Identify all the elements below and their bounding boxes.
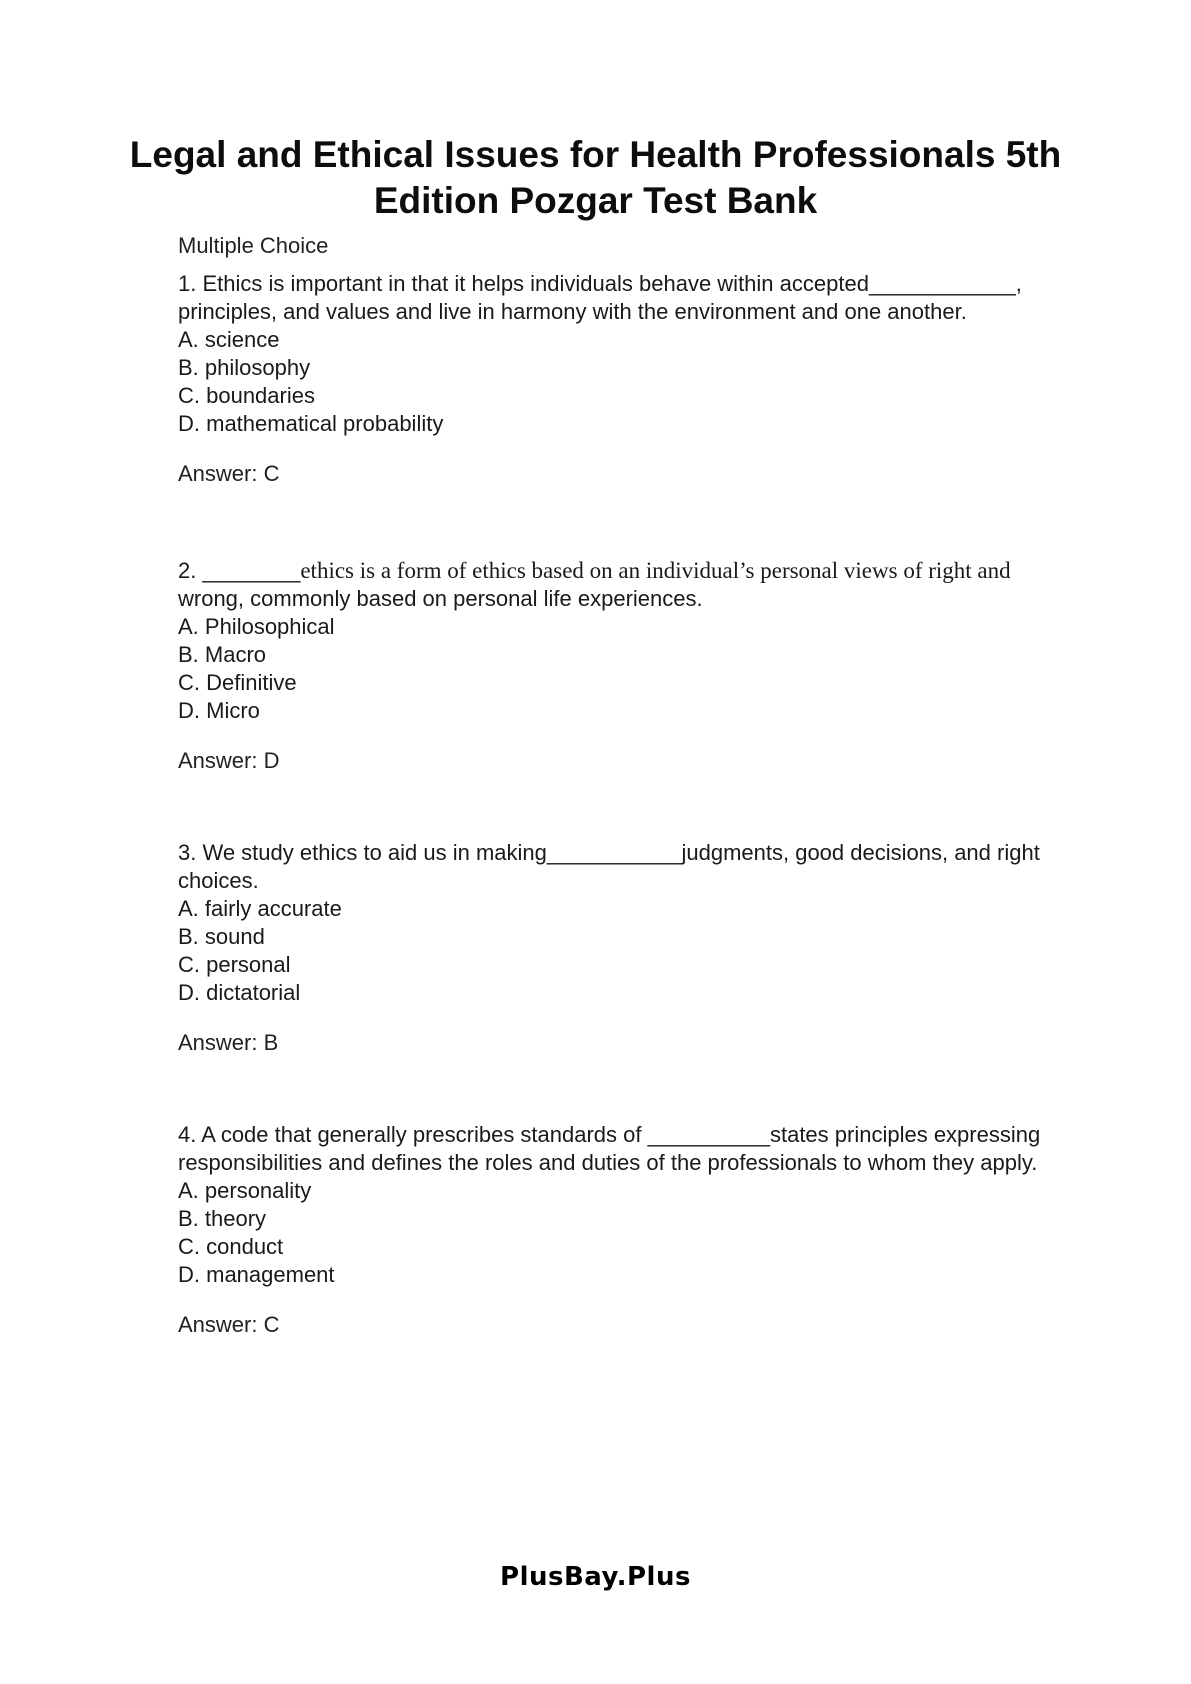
option-b: B. theory	[178, 1206, 267, 1231]
option-d: D. management	[178, 1262, 335, 1287]
answer: Answer: C	[178, 461, 280, 486]
option-c: C. boundaries	[178, 383, 315, 408]
question-stem-serif: ethics is a form of ethics based on an individual’s personal views of right and	[300, 558, 1011, 583]
section-heading: Multiple Choice	[178, 233, 329, 258]
option-a: A. fairly accurate	[178, 896, 342, 921]
option-c: C. Definitive	[178, 670, 297, 695]
document-title	[0, 132, 1191, 224]
title-line-2: Edition Pozgar Test Bank	[373, 180, 818, 221]
option-list	[178, 1177, 1058, 1289]
question-stem-lead: 2. ________	[178, 558, 301, 583]
option-c: C. personal	[178, 952, 291, 977]
option-a: A. personality	[178, 1178, 312, 1203]
question-stem: 4. A code that generally prescribes standards of __________states principles expressing responsibilities and defines the roles and duties of the professionals to whom they apply.	[178, 1122, 1041, 1175]
question-4	[178, 1121, 1058, 1339]
question-stem: 3. We study ethics to aid us in making___________judgments, good decisions, and right choices.	[178, 840, 1040, 893]
option-d: D. dictatorial	[178, 980, 301, 1005]
option-list	[178, 613, 1058, 725]
title-line-1: Legal and Ethical Issues for Health Professionals 5th	[129, 134, 1062, 175]
option-b: B. sound	[178, 924, 265, 949]
question-1	[178, 270, 1058, 488]
option-list	[178, 895, 1058, 1007]
answer: Answer: C	[178, 1312, 280, 1337]
option-d: D. mathematical probability	[178, 411, 444, 436]
answer: Answer: D	[178, 748, 280, 773]
option-list	[178, 326, 1058, 438]
option-d: D. Micro	[178, 698, 260, 723]
answer: Answer: B	[178, 1030, 279, 1055]
footer-brand: PlusBay.Plus	[500, 1562, 691, 1592]
option-c: C. conduct	[178, 1234, 284, 1259]
question-stem-tail: wrong, commonly based on personal life experiences.	[178, 586, 703, 611]
option-b: B. Macro	[178, 642, 267, 667]
option-a: A. Philosophical	[178, 614, 335, 639]
question-2	[178, 557, 1058, 775]
question-stem	[178, 557, 1058, 613]
option-b: B. philosophy	[178, 355, 311, 380]
question-3	[178, 839, 1058, 1057]
option-a: A. science	[178, 327, 280, 352]
question-stem: 1. Ethics is important in that it helps individuals behave within accepted____________, principles, and values and live in harmony with the environment and one another.	[178, 271, 1022, 324]
